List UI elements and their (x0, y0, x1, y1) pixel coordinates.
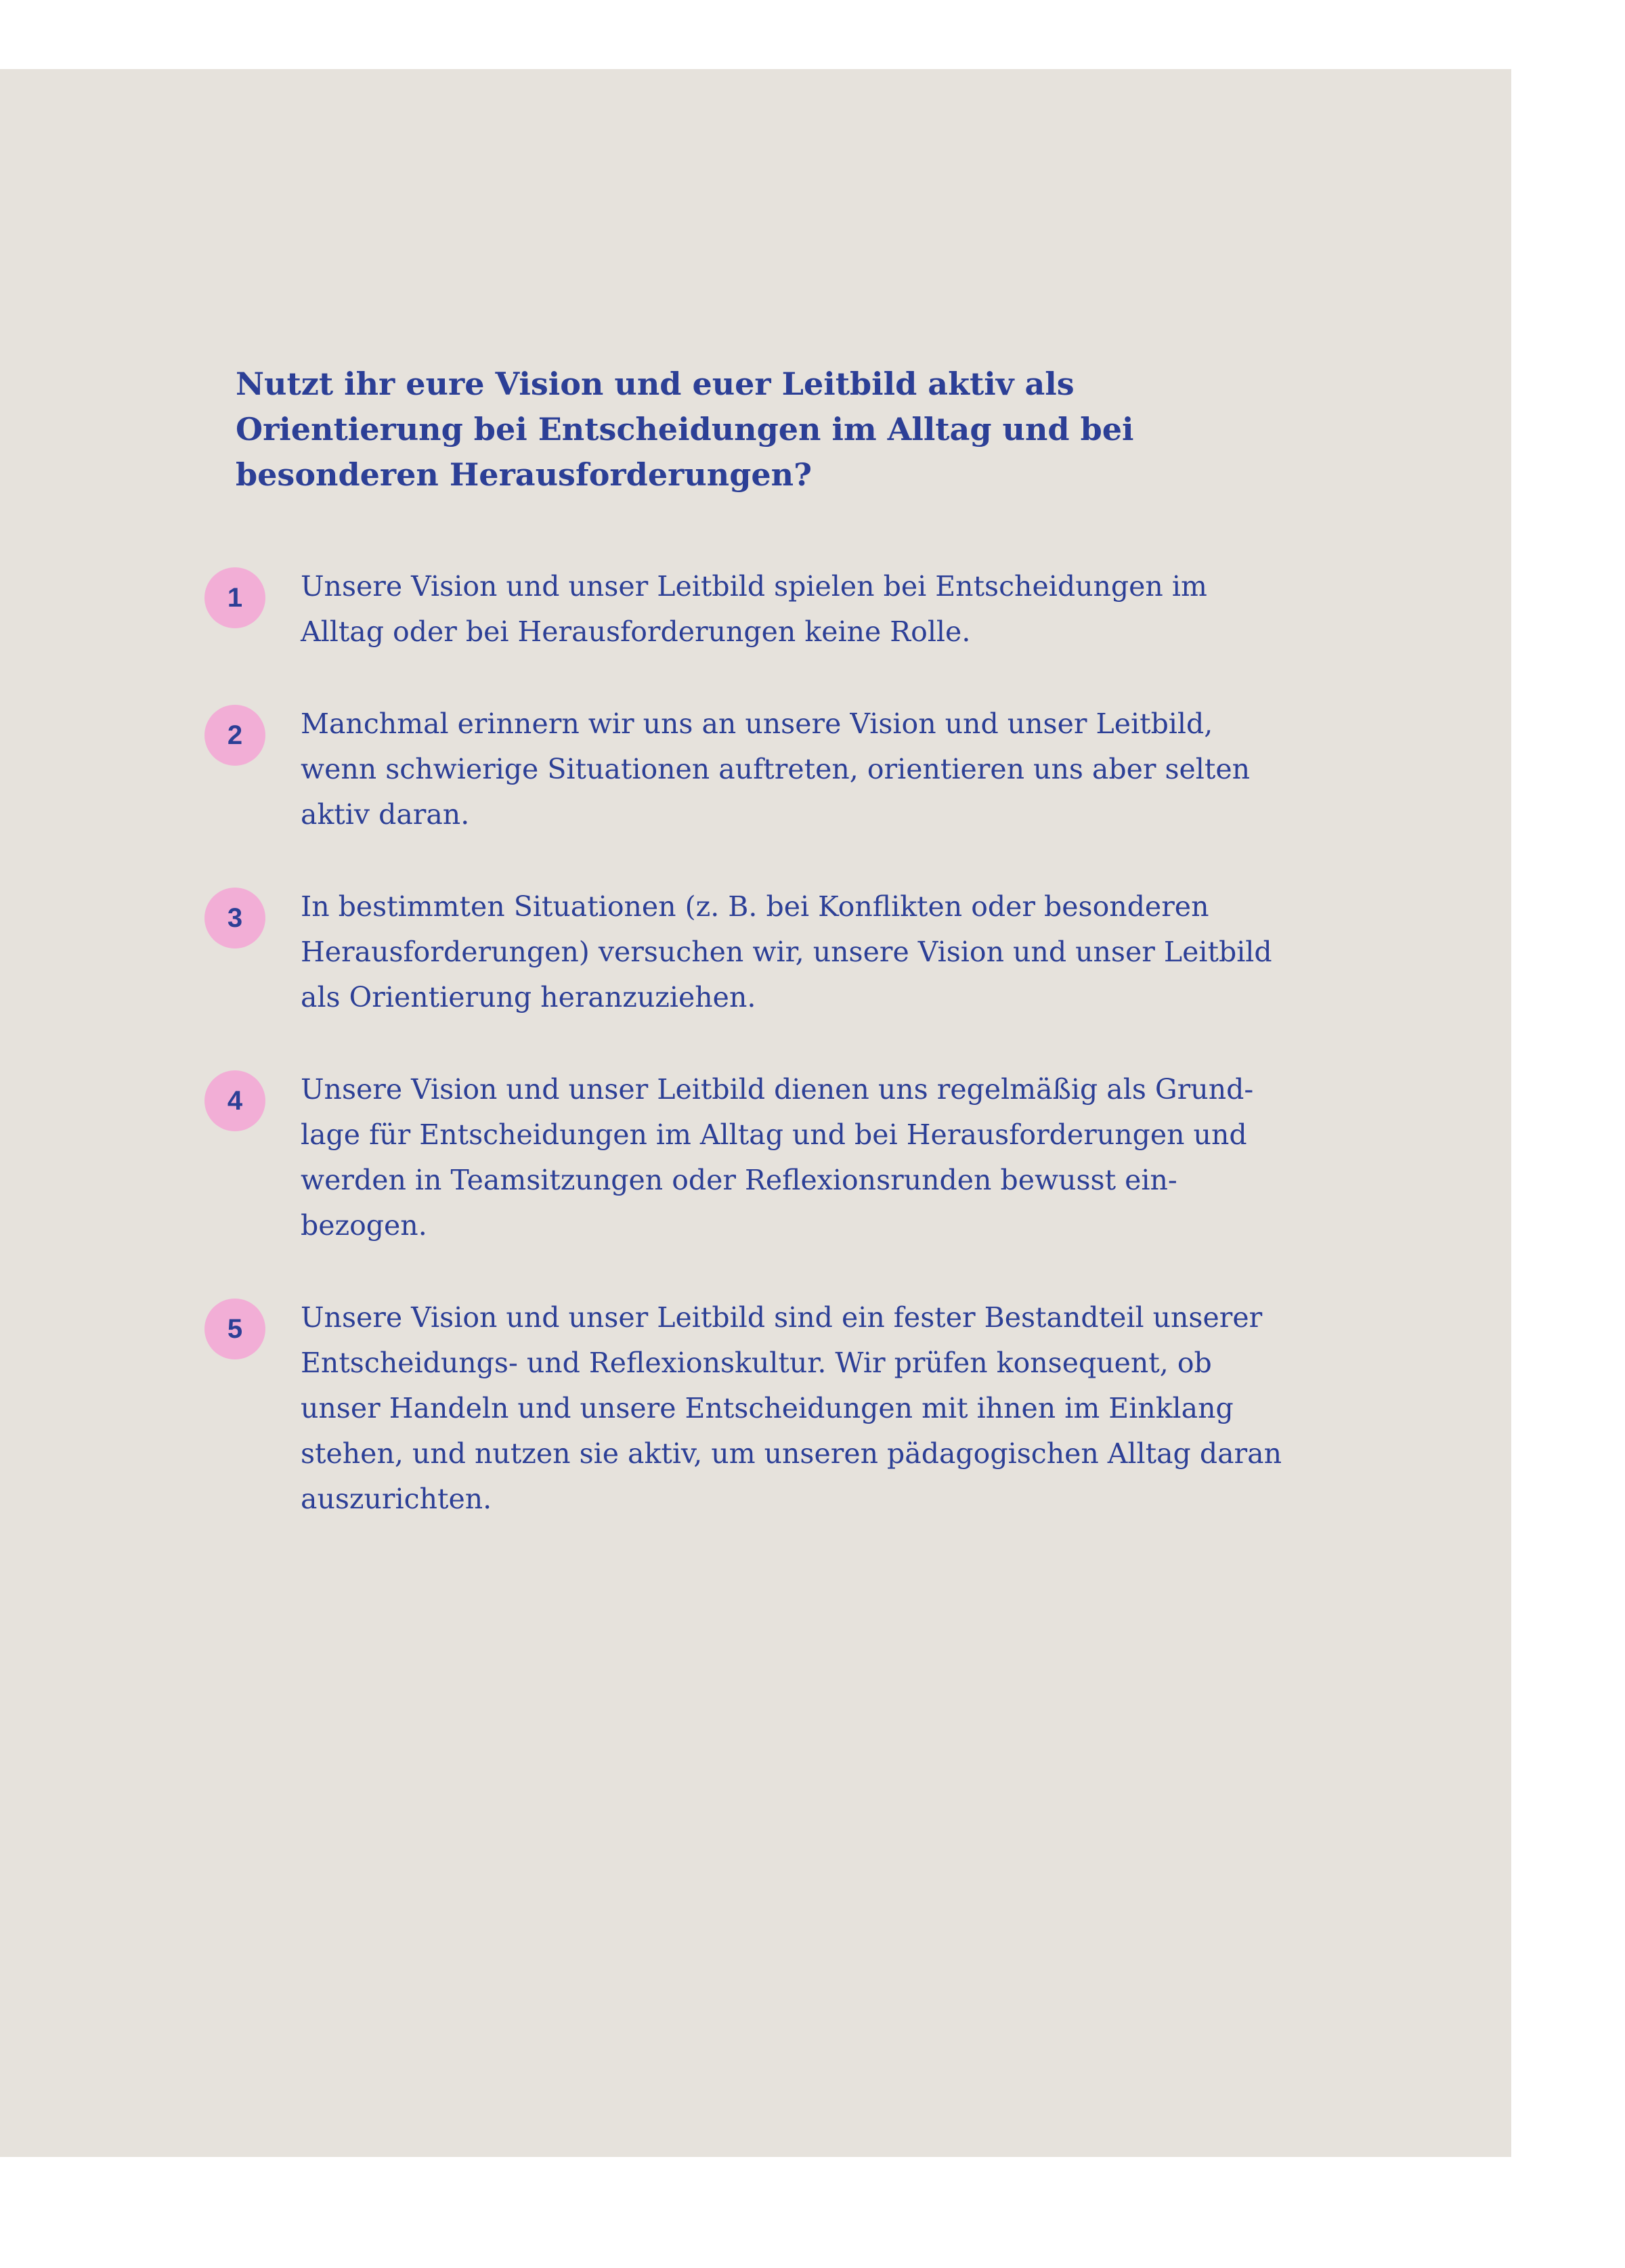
option-number-badge: 2 (204, 705, 265, 766)
option-number-badge: 5 (204, 1299, 265, 1359)
option-text: Manchmal erinnern wir uns an unsere Vision und unser Leitbild, wenn schwierige Situationen auftreten, orientieren uns aber selten aktiv daran. (301, 707, 1251, 831)
option-number-badge: 1 (204, 567, 265, 628)
answer-option-1[interactable] (227, 564, 1292, 655)
question-title: Nutzt ihr eure Vision und euer Leitbild aktiv als Orientierung bei Entscheidungen im Alltag und bei besonderen Herausforderungen? (236, 366, 1134, 493)
questionnaire (227, 362, 1292, 1569)
option-text: Unsere Vision und unser Leitbild sind ein fester Bestandteil unserer Entscheidungs- und Reflexionskultur. Wir prüfen konsequent, ob unser Handeln und unsere Entscheidungen mit ihnen im Einklang stehen, und nutzen sie aktiv, um unseren pädagogischen Alltag daran auszurichten. (301, 1301, 1282, 1515)
answer-options (227, 564, 1292, 1522)
option-number-badge: 3 (204, 888, 265, 948)
answer-option-2[interactable] (227, 701, 1292, 837)
answer-option-4[interactable] (227, 1067, 1292, 1248)
option-text: In bestimmten Situationen (z. B. bei Konflikten oder besonderen Herausforderungen) versuchen wir, unsere Vision und unser Leitbild als Orientierung heranzuziehen. (301, 890, 1272, 1013)
option-number-badge: 4 (204, 1070, 265, 1131)
option-text: Unsere Vision und unser Leitbild dienen uns regelmäßig als Grundlage für Entscheidungen im Alltag und bei Herausforderungen und werden in Teamsitzungen oder Reflexionsrunden bewusst einbezogen. (301, 1073, 1254, 1242)
answer-option-3[interactable] (227, 884, 1292, 1020)
page-panel (0, 69, 1511, 2157)
answer-option-5[interactable] (227, 1295, 1292, 1522)
option-text: Unsere Vision und unser Leitbild spielen bei Entscheidungen im Alltag oder bei Herausforderungen keine Rolle. (301, 570, 1207, 648)
